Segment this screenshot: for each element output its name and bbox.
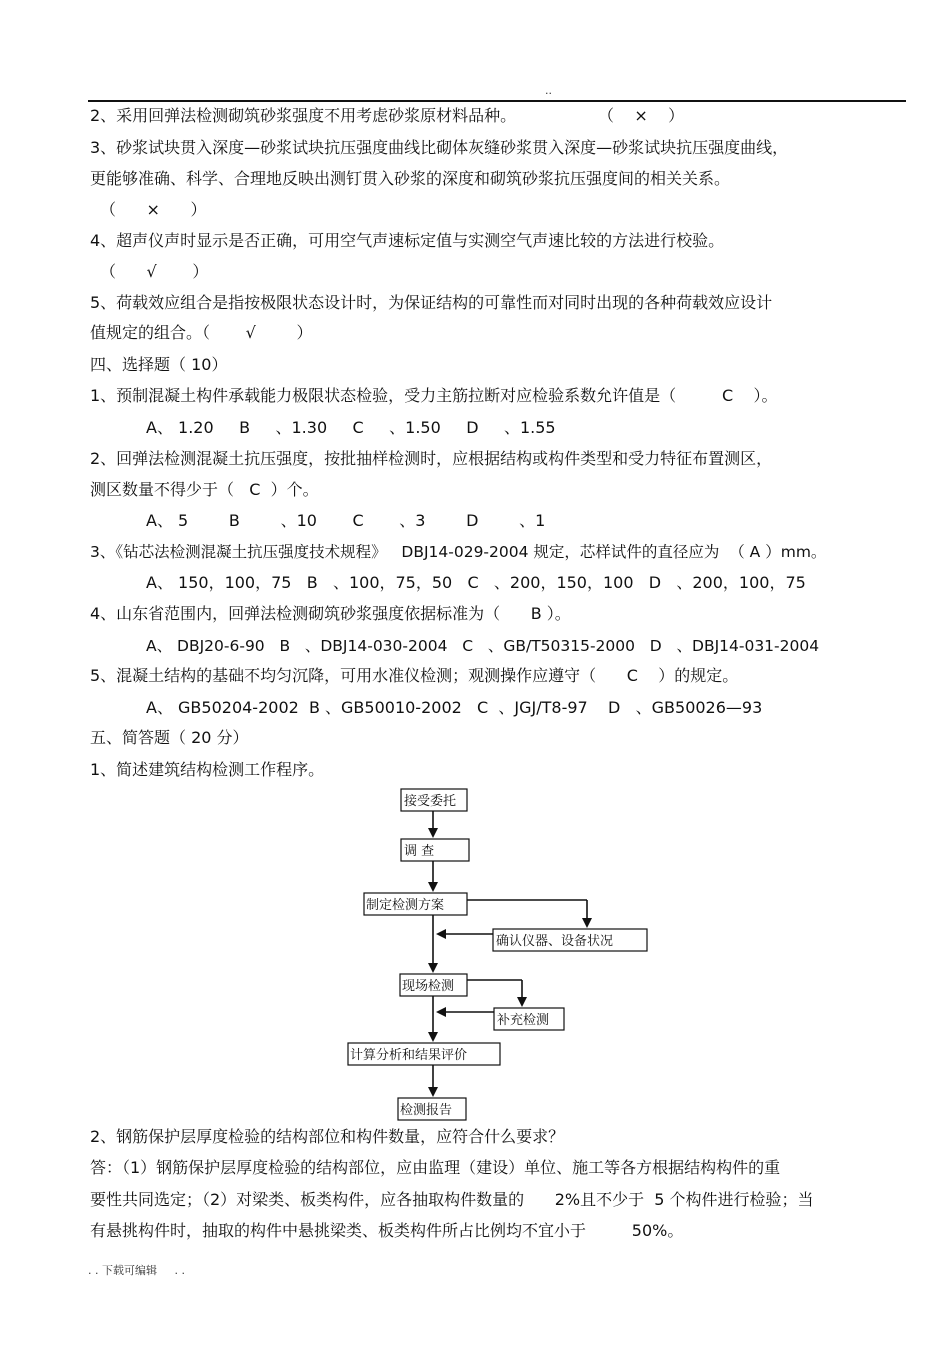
page-footer: . . 下载可编辑 . .	[88, 1264, 185, 1277]
judgement-q2-answer: （ × ）	[598, 106, 685, 125]
judgement-q3-line1: 3、砂浆试块贯入深度—砂浆试块抗压强度曲线比砌体灰缝砂浆贯入深度—砂浆试块抗压强度曲线，	[90, 138, 789, 157]
judgement-q4-line1: 4、超声仪声时显示是否正确，可用空气声速标定值与实测空气声速比较的方法进行校验。	[90, 231, 725, 250]
short-answer-a2-line3: 有悬挑构件时，抽取的构件中悬挑梁类、板类构件所占比例均不宜小于 50%。	[90, 1221, 684, 1240]
short-answer-a2-line1: 答：（1）钢筋保护层厚度检验的结构部位，应由监理（建设）单位、施工等各方根据结构构件的重	[90, 1158, 781, 1177]
short-answer-q1: 1、简述建筑结构检测工作程序。	[90, 760, 325, 779]
judgement-q3-line2: 更能够准确、科学、合理地反映出测钉贯入砂浆的深度和砌筑砂浆抗压强度间的相关关系。	[90, 169, 731, 188]
flow-arrow-plan-onsite	[428, 915, 438, 973]
short-answer-q2: 2、钢筋保护层厚度检验的结构部位和构件数量，应符合什么要求？	[90, 1127, 565, 1146]
judgement-q3-answer: （ × ）	[100, 200, 207, 219]
choice-q5-options: A、 GB50204-2002 B 、GB50010-2002 C 、JGJ/T8-97 D 、GB50026—93	[146, 698, 763, 717]
flow-arrow-onsite-analysis	[428, 996, 438, 1042]
flow-label-supplement: 补充检测	[497, 1013, 550, 1028]
short-answer-a2-line2: 要性共同选定；（2）对梁类、板类构件，应各抽取构件数量的 2%且不少于 5 个构件进行检验；当	[90, 1190, 814, 1209]
choice-q2-line2: 测区数量不得少于（ C ）个。	[90, 480, 319, 499]
flow-label-confirm: 确认仪器、设备状况	[496, 934, 614, 949]
flow-label-plan: 制定检测方案	[366, 898, 445, 913]
flow-label-analysis: 计算分析和结果评价	[350, 1048, 468, 1063]
judgement-q2: 2、采用回弹法检测砌筑砂浆强度不用考虑砂浆原材料品种。	[90, 106, 517, 125]
flow-arrow-plan-branch	[467, 900, 592, 928]
short-answer-heading: 五、简答题（ 20 分）	[90, 728, 249, 747]
choice-heading: 四、选择题（ 10）	[90, 355, 228, 374]
choice-q1: 1、预制混凝土构件承载能力极限状态检验，受力主筋拉断对应检验系数允许值是（ C ）。	[90, 386, 778, 405]
choice-q1-options: A、 1.20 B 、1.30 C 、1.50 D 、1.55	[146, 418, 556, 437]
choice-q5: 5、混凝土结构的基础不均匀沉降，可用水准仪检测；观测操作应遵守（ C ）的规定。	[90, 666, 739, 685]
flow-arrow-survey-plan	[428, 861, 438, 892]
judgement-q5-line2: 值规定的组合。（ √ ）	[90, 323, 313, 342]
flow-arrow-confirm-return	[436, 929, 493, 939]
flow-label-report: 检测报告	[400, 1103, 453, 1118]
flow-arrow-accept-survey	[428, 811, 438, 838]
flow-arrow-onsite-branch	[467, 980, 527, 1007]
flow-label-accept: 接受委托	[404, 794, 457, 809]
choice-q2-options: A、 5 B 、10 C 、3 D 、1	[146, 511, 546, 530]
choice-q3-options: A、 150，100，75 B 、100，75，50 C 、200，150，100 D 、200，100，75	[146, 573, 806, 592]
judgement-q5-line1: 5、荷载效应组合是指按极限状态设计时，为保证结构的可靠性而对同时出现的各种荷载效应设计	[90, 293, 773, 312]
judgement-q4-answer: （ √ ）	[100, 262, 209, 281]
flow-arrow-analysis-report	[428, 1065, 438, 1097]
choice-q4-options: A、 DBJ20-6-90 B 、DBJ14-030-2004 C 、GB/T50315-2000 D 、DBJ14-031-2004	[146, 637, 820, 655]
header-dots: ..	[545, 84, 552, 97]
choice-q3: 3、《钻芯法检测混凝土抗压强度技术规程》 DBJ14-029-2004 规定，芯样试件的直径应为 （ A ）mm。	[90, 543, 827, 561]
flow-label-onsite: 现场检测	[402, 979, 455, 994]
choice-q4: 4、山东省范围内，回弹法检测砌筑砂浆强度依据标准为（ B ）。	[90, 604, 571, 623]
choice-q2-line1: 2、回弹法检测混凝土抗压强度，按批抽样检测时，应根据结构或构件类型和受力特征布置测区，	[90, 449, 773, 468]
flow-label-survey: 调 查	[404, 844, 435, 859]
flow-arrow-supplement-return	[436, 1007, 494, 1017]
